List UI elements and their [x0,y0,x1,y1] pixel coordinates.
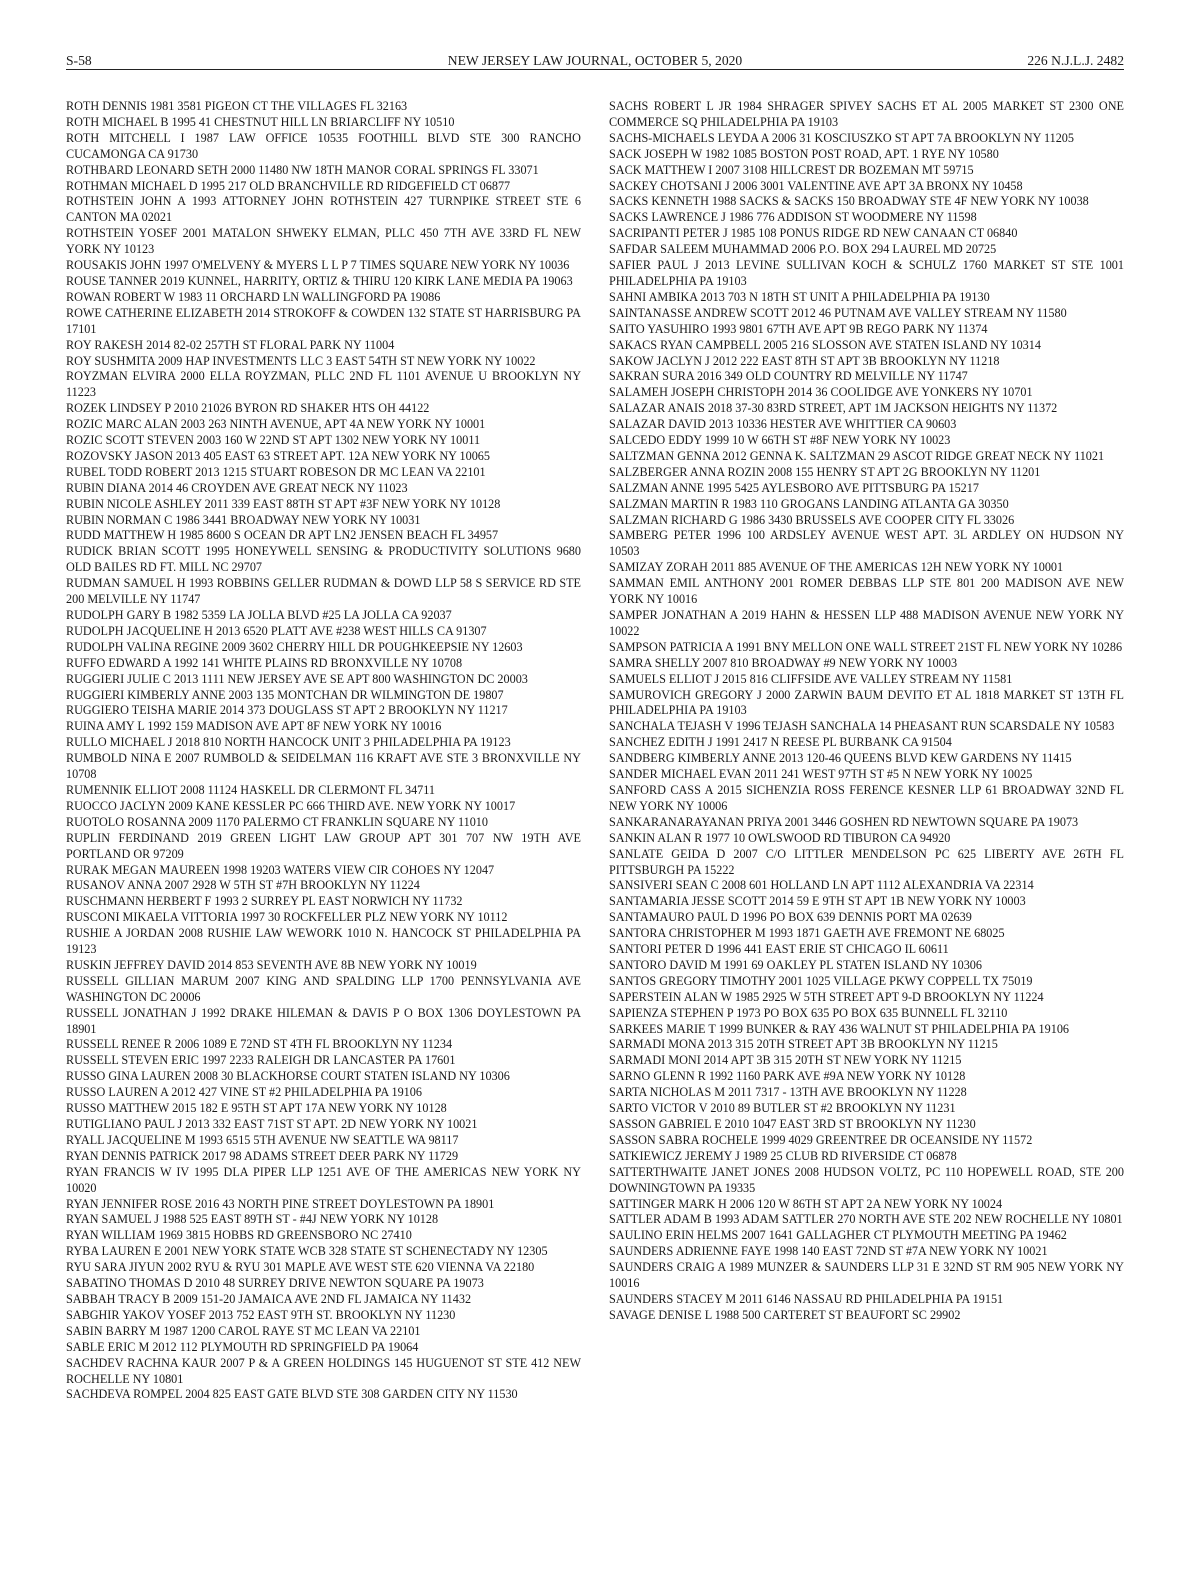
attorney-listing: SAPERSTEIN ALAN W 1985 2925 W 5TH STREET APT 9-D BROOKLYN NY 11224 [609,989,1044,1004]
attorney-listing: SANTOS GREGORY TIMOTHY 2001 1025 VILLAGE PKWY COPPELL TX 75019 [609,973,1033,988]
attorney-listing: SAHNI AMBIKA 2013 703 N 18TH ST UNIT A PHILADELPHIA PA 19130 [609,289,990,304]
attorney-listing: SANSIVERI SEAN C 2008 601 HOLLAND LN APT 1112 ALEXANDRIA VA 22314 [609,878,1034,893]
attorney-listing: RUSSELL GILLIAN MARUM 2007 KING AND SPALDING LLP 1700 PENNSYLVANIA AVE WASHINGTON DC 20006 [66,973,581,1004]
attorney-listing: ROTHBARD LEONARD SETH 2000 11480 NW 18TH MANOR CORAL SPRINGS FL 33071 [66,162,539,177]
attorney-listing: SANTORI PETER D 1996 441 EAST ERIE ST CHICAGO IL 60611 [609,942,949,957]
attorney-listing: SAFDAR SALEEM MUHAMMAD 2006 P.O. BOX 294 LAUREL MD 20725 [609,242,997,257]
attorney-listing: RULLO MICHAEL J 2018 810 NORTH HANCOCK UNIT 3 PHILADELPHIA PA 19123 [66,735,511,750]
attorney-listing: ROTH DENNIS 1981 3581 PIGEON CT THE VILLAGES FL 32163 [66,99,408,113]
attorney-listing: RUMBOLD NINA E 2007 RUMBOLD & SEIDELMAN 116 KRAFT AVE STE 3 BRONXVILLE NY 10708 [66,751,581,782]
attorney-listing: RYU SARA JIYUN 2002 RYU & RYU 301 MAPLE AVE WEST STE 620 VIENNA VA 22180 [66,1260,535,1275]
attorney-listing: SATKIEWICZ JEREMY J 1989 25 CLUB RD RIVERSIDE CT 06878 [609,1148,957,1163]
attorney-listing: SALZBERGER ANNA ROZIN 2008 155 HENRY ST APT 2G BROOKLYN NY 11201 [609,464,1041,479]
attorney-listing: ROWE CATHERINE ELIZABETH 2014 STROKOFF & COWDEN 132 STATE ST HARRISBURG PA 17101 [66,305,581,336]
attorney-listing: RYAN JENNIFER ROSE 2016 43 NORTH PINE STREET DOYLESTOWN PA 18901 [66,1196,495,1211]
attorney-listing: SARTO VICTOR V 2010 89 BUTLER ST #2 BROOKLYN NY 11231 [609,1101,956,1116]
attorney-listing: SAMRA SHELLY 2007 810 BROADWAY #9 NEW YORK NY 10003 [609,655,958,670]
attorney-listing: RUGGIERI KIMBERLY ANNE 2003 135 MONTCHAN DR WILMINGTON DE 19807 [66,687,504,702]
attorney-listing: ROUSAKIS JOHN 1997 O'MELVENY & MYERS L L P 7 TIMES SQUARE NEW YORK NY 10036 [66,258,570,273]
attorney-listing: ROYZMAN ELVIRA 2000 ELLA ROYZMAN, PLLC 2ND FL 1101 AVENUE U BROOKLYN NY 11223 [66,369,581,400]
attorney-listing: SALAMEH JOSEPH CHRISTOPH 2014 36 COOLIDGE AVE YONKERS NY 10701 [609,385,1033,400]
attorney-listing: SALZMAN MARTIN R 1983 110 GROGANS LANDING ATLANTA GA 30350 [609,496,1009,511]
attorney-listing: SASSON SABRA ROCHELE 1999 4029 GREENTREE DR OCEANSIDE NY 11572 [609,1132,1033,1147]
attorney-listing: SAMUROVICH GREGORY J 2000 ZARWIN BAUM DEVITO ET AL 1818 MARKET ST 13TH FL PHILADELPHIA PA 19103 [609,687,1124,718]
attorney-listing: ROZEK LINDSEY P 2010 21026 BYRON RD SHAKER HTS OH 44122 [66,401,430,416]
attorney-listing: RUSSO MATTHEW 2015 182 E 95TH ST APT 17A NEW YORK NY 10128 [66,1101,447,1116]
attorney-listing: SAUNDERS ADRIENNE FAYE 1998 140 EAST 72ND ST #7A NEW YORK NY 10021 [609,1244,1048,1259]
attorney-listing: SATTERTHWAITE JANET JONES 2008 HUDSON VOLTZ, PC 110 HOPEWELL ROAD, STE 200 DOWNINGTOWN PA 19335 [609,1164,1124,1195]
attorney-listing: SANTORA CHRISTOPHER M 1993 1871 GAETH AVE FREMONT NE 68025 [609,926,1005,941]
attorney-listing: ROY RAKESH 2014 82-02 257TH ST FLORAL PARK NY 11004 [66,337,395,352]
attorney-listing: ROZIC SCOTT STEVEN 2003 160 W 22ND ST APT 1302 NEW YORK NY 10011 [66,433,481,448]
attorney-listing: RUBIN DIANA 2014 46 CROYDEN AVE GREAT NECK NY 11023 [66,480,408,495]
attorney-listing: RYAN SAMUEL J 1988 525 EAST 89TH ST - #4J NEW YORK NY 10128 [66,1212,439,1227]
attorney-listing: SABGHIR YAKOV YOSEF 2013 752 EAST 9TH ST. BROOKLYN NY 11230 [66,1307,456,1322]
attorney-listing: SALCEDO EDDY 1999 10 W 66TH ST #8F NEW YORK NY 10023 [609,433,951,448]
attorney-listing: SALTZMAN GENNA 2012 GENNA K. SALTZMAN 29 ASCOT RIDGE GREAT NECK NY 11021 [609,448,1105,463]
attorney-listing: SANKIN ALAN R 1977 10 OWLSWOOD RD TIBURON CA 94920 [609,830,951,845]
attorney-listing: RUSCHMANN HERBERT F 1993 2 SURREY PL EAST NORWICH NY 11732 [66,894,463,909]
attorney-listing: SARMADI MONA 2013 315 20TH STREET APT 3B BROOKLYN NY 11215 [609,1037,998,1052]
attorney-listing: SACRIPANTI PETER J 1985 108 PONUS RIDGE RD NEW CANAAN CT 06840 [609,226,1018,241]
attorney-listing: SANKARANARAYANAN PRIYA 2001 3446 GOSHEN RD NEWTOWN SQUARE PA 19073 [609,814,1079,829]
attorney-listing: SABLE ERIC M 2012 112 PLYMOUTH RD SPRINGFIELD PA 19064 [66,1339,419,1354]
attorney-listing: SACKS LAWRENCE J 1986 776 ADDISON ST WOODMERE NY 11598 [609,210,977,225]
attorney-listing: SAUNDERS STACEY M 2011 6146 NASSAU RD PHILADELPHIA PA 19151 [609,1291,1004,1306]
attorney-listing: SABATINO THOMAS D 2010 48 SURREY DRIVE NEWTON SQUARE PA 19073 [66,1276,484,1291]
attorney-listing: SACKEY CHOTSANI J 2006 3001 VALENTINE AVE APT 3A BRONX NY 10458 [609,178,1023,193]
attorney-listing: SANFORD CASS A 2015 SICHENZIA ROSS FERENCE KESNER LLP 61 BROADWAY 32ND FL NEW YORK NY 10006 [609,782,1124,813]
attorney-listing: RUSSO GINA LAUREN 2008 30 BLACKHORSE COURT STATEN ISLAND NY 10306 [66,1069,510,1084]
attorney-listing: RYBA LAUREN E 2001 NEW YORK STATE WCB 328 STATE ST SCHENECTADY NY 12305 [66,1244,548,1259]
attorney-listing: SARNO GLENN R 1992 1160 PARK AVE #9A NEW YORK NY 10128 [609,1069,966,1084]
attorney-listing: SACK JOSEPH W 1982 1085 BOSTON POST ROAD, APT. 1 RYE NY 10580 [609,146,999,161]
attorney-listing: RUOTOLO ROSANNA 2009 1170 PALERMO CT FRANKLIN SQUARE NY 11010 [66,814,488,829]
journal-citation: 226 N.J.L.J. 2482 [1027,53,1124,68]
attorney-listing: SALZMAN ANNE 1995 5425 AYLESBORO AVE PITTSBURG PA 15217 [609,480,979,495]
attorney-listing: RUSSELL RENEE R 2006 1089 E 72ND ST 4TH FL BROOKLYN NY 11234 [66,1037,453,1052]
attorney-listing: SANTAMARIA JESSE SCOTT 2014 59 E 9TH ST APT 1B NEW YORK NY 10003 [609,894,1026,909]
attorney-listing: SACHS-MICHAELS LEYDA A 2006 31 KOSCIUSZKO ST APT 7A BROOKLYN NY 11205 [609,130,1074,145]
attorney-listing: ROTH MITCHELL I 1987 LAW OFFICE 10535 FOOTHILL BLVD STE 300 RANCHO CUCAMONGA CA 91730 [66,130,581,161]
attorney-listing: SAKACS RYAN CAMPBELL 2005 216 SLOSSON AVE STATEN ISLAND NY 10314 [609,337,1041,352]
attorney-listing: RUGGIERO TEISHA MARIE 2014 373 DOUGLASS ST APT 2 BROOKLYN NY 11217 [66,703,508,718]
attorney-listing: RUSSELL STEVEN ERIC 1997 2233 RALEIGH DR LANCASTER PA 17601 [66,1053,456,1068]
attorney-listing: SAMBERG PETER 1996 100 ARDSLEY AVENUE WEST APT. 3L ARDLEY ON HUDSON NY 10503 [609,528,1124,559]
attorney-listing: SAMPSON PATRICIA A 1991 BNY MELLON ONE WALL STREET 21ST FL NEW YORK NY 10286 [609,639,1123,654]
attorney-listing: RUOCCO JACLYN 2009 KANE KESSLER PC 666 THIRD AVE. NEW YORK NY 10017 [66,798,516,813]
attorney-listing: RURAK MEGAN MAUREEN 1998 19203 WATERS VIEW CIR COHOES NY 12047 [66,862,495,877]
attorney-listing: ROTHMAN MICHAEL D 1995 217 OLD BRANCHVILLE RD RIDGEFIELD CT 06877 [66,178,511,193]
attorney-listing: SAKOW JACLYN J 2012 222 EAST 8TH ST APT 3B BROOKLYN NY 11218 [609,353,1000,368]
attorney-listing: SATTLER ADAM B 1993 ADAM SATTLER 270 NORTH AVE STE 202 NEW ROCHELLE NY 10801 [609,1212,1123,1227]
attorney-listing: RUSCONI MIKAELA VITTORIA 1997 30 ROCKFELLER PLZ NEW YORK NY 10112 [66,910,508,925]
attorney-listing: SANTAMAURO PAUL D 1996 PO BOX 639 DENNIS PORT MA 02639 [609,910,972,925]
page-number: S-58 [66,53,92,68]
attorney-listing: SANLATE GEIDA D 2007 C/O LITTLER MENDELSON PC 625 LIBERTY AVE 26TH FL PITTSBURGH PA 15222 [609,846,1124,877]
attorney-listing: RUMENNIK ELLIOT 2008 11124 HASKELL DR CLERMONT FL 34711 [66,782,435,797]
attorney-listing: ROWAN ROBERT W 1983 11 ORCHARD LN WALLINGFORD PA 19086 [66,289,441,304]
attorney-listing: SAUNDERS CRAIG A 1989 MUNZER & SAUNDERS LLP 31 E 32ND ST RM 905 NEW YORK NY 10016 [609,1260,1124,1291]
attorney-listing: ROUSE TANNER 2019 KUNNEL, HARRITY, ORTIZ & THIRU 120 KIRK LANE MEDIA PA 19063 [66,273,573,288]
attorney-listing: SARTA NICHOLAS M 2011 7317 - 13TH AVE BROOKLYN NY 11228 [609,1085,967,1100]
attorney-listing: RUBEL TODD ROBERT 2013 1215 STUART ROBESON DR MC LEAN VA 22101 [66,464,486,479]
attorney-listing: RUSANOV ANNA 2007 2928 W 5TH ST #7H BROOKLYN NY 11224 [66,878,420,893]
attorney-listing: SAMMAN EMIL ANTHONY 2001 ROMER DEBBAS LLP STE 801 200 MADISON AVE NEW YORK NY 10016 [609,576,1124,607]
attorney-listing: RUGGIERI JULIE C 2013 1111 NEW JERSEY AVE SE APT 800 WASHINGTON DC 20003 [66,671,528,686]
attorney-listing: SABIN BARRY M 1987 1200 CAROL RAYE ST MC LEAN VA 22101 [66,1323,421,1338]
attorney-listing: SAKRAN SURA 2016 349 OLD COUNTRY RD MELVILLE NY 11747 [609,369,968,384]
attorney-listing: RYAN FRANCIS W IV 1995 DLA PIPER LLP 1251 AVE OF THE AMERICAS NEW YORK NY 10020 [66,1164,581,1195]
attorney-listing: RUSSO LAUREN A 2012 427 VINE ST #2 PHILADELPHIA PA 19106 [66,1085,422,1100]
attorney-listing: SAMUELS ELLIOT J 2015 816 CLIFFSIDE AVE VALLEY STREAM NY 11581 [609,671,1013,686]
attorney-listing: RUDICK BRIAN SCOTT 1995 HONEYWELL SENSING & PRODUCTIVITY SOLUTIONS 9680 OLD BAILES RD FT. MILL NC 29707 [66,544,581,575]
attorney-listing: RYAN WILLIAM 1969 3815 HOBBS RD GREENSBORO NC 27410 [66,1228,412,1243]
attorney-listing: ROTHSTEIN JOHN A 1993 ATTORNEY JOHN ROTHSTEIN 427 TURNPIKE STREET STE 6 CANTON MA 02021 [66,194,581,225]
running-header [66,52,1124,70]
attorney-listing: SAVAGE DENISE L 1988 500 CARTERET ST BEAUFORT SC 29902 [609,1307,961,1322]
attorney-listing: RUBIN NORMAN C 1986 3441 BROADWAY NEW YORK NY 10031 [66,512,421,527]
attorney-listing: SALAZAR DAVID 2013 10336 HESTER AVE WHITTIER CA 90603 [609,417,957,432]
attorney-listing: ROTHSTEIN YOSEF 2001 MATALON SHWEKY ELMAN, PLLC 450 7TH AVE 33RD FL NEW YORK NY 10123 [66,226,581,257]
attorney-listing: SANCHEZ EDITH J 1991 2417 N REESE PL BURBANK CA 91504 [609,735,952,750]
attorney-listing: RUFFO EDWARD A 1992 141 WHITE PLAINS RD BRONXVILLE NY 10708 [66,655,463,670]
attorney-listing: RUBIN NICOLE ASHLEY 2011 339 EAST 88TH ST APT #3F NEW YORK NY 10128 [66,496,501,511]
attorney-listing: RUDOLPH VALINA REGINE 2009 3602 CHERRY HILL DR POUGHKEEPSIE NY 12603 [66,639,523,654]
journal-title: NEW JERSEY LAW JOURNAL, OCTOBER 5, 2020 [447,53,743,68]
attorney-listing: SASSON GABRIEL E 2010 1047 EAST 3RD ST BROOKLYN NY 11230 [609,1117,976,1131]
attorney-listing: SANTORO DAVID M 1991 69 OAKLEY PL STATEN ISLAND NY 10306 [609,957,982,972]
attorney-listing: SAULINO ERIN HELMS 2007 1641 GALLAGHER CT PLYMOUTH MEETING PA 19462 [609,1228,1067,1243]
left-column [66,99,581,1403]
attorney-listing: SACK MATTHEW I 2007 3108 HILLCREST DR BOZEMAN MT 59715 [609,162,974,177]
attorney-listing: ROZIC MARC ALAN 2003 263 NINTH AVENUE, APT 4A NEW YORK NY 10001 [66,417,486,432]
attorney-listing: RUDMAN SAMUEL H 1993 ROBBINS GELLER RUDMAN & DOWD LLP 58 S SERVICE RD STE 200 MELVILLE NY 11747 [66,576,581,607]
attorney-listing: SACHDEV RACHNA KAUR 2007 P & A GREEN HOLDINGS 145 HUGUENOT ST STE 412 NEW ROCHELLE NY 10801 [66,1355,581,1386]
attorney-listing: SABBAH TRACY B 2009 151-20 JAMAICA AVE 2ND FL JAMAICA NY 11432 [66,1291,472,1306]
attorney-listing: SARKEES MARIE T 1999 BUNKER & RAY 436 WALNUT ST PHILADELPHIA PA 19106 [609,1021,1070,1036]
attorney-listing: RUPLIN FERDINAND 2019 GREEN LIGHT LAW GROUP APT 301 707 NW 19TH AVE PORTLAND OR 97209 [66,830,581,861]
attorney-listing: SALAZAR ANAIS 2018 37-30 83RD STREET, APT 1M JACKSON HEIGHTS NY 11372 [609,401,1058,416]
attorney-listing: RUSSELL JONATHAN J 1992 DRAKE HILEMAN & DAVIS P O BOX 1306 DOYLESTOWN PA 18901 [66,1005,581,1036]
attorney-listing: SAMIZAY ZORAH 2011 885 AVENUE OF THE AMERICAS 12H NEW YORK NY 10001 [609,560,1064,575]
attorney-listing: SANDER MICHAEL EVAN 2011 241 WEST 97TH ST #5 N NEW YORK NY 10025 [609,767,1033,782]
attorney-listing: SATTINGER MARK H 2006 120 W 86TH ST APT 2A NEW YORK NY 10024 [609,1196,1003,1211]
attorney-listing: SAPIENZA STEPHEN P 1973 PO BOX 635 PO BOX 635 BUNNELL FL 32110 [609,1005,1008,1020]
attorney-listing: RUDOLPH GARY B 1982 5359 LA JOLLA BLVD #25 LA JOLLA CA 92037 [66,608,452,622]
attorney-listing: SACKS KENNETH 1988 SACKS & SACKS 150 BROADWAY STE 4F NEW YORK NY 10038 [609,194,1089,209]
attorney-listing: ROY SUSHMITA 2009 HAP INVESTMENTS LLC 3 EAST 54TH ST NEW YORK NY 10022 [66,353,536,368]
attorney-listing: ROTH MICHAEL B 1995 41 CHESTNUT HILL LN BRIARCLIFF NY 10510 [66,114,455,129]
attorney-listing: RUTIGLIANO PAUL J 2013 332 EAST 71ST ST APT. 2D NEW YORK NY 10021 [66,1117,478,1131]
attorney-listing: SAFIER PAUL J 2013 LEVINE SULLIVAN KOCH & SCHULZ 1760 MARKET ST STE 1001 PHILADELPHIA PA 19103 [609,258,1124,288]
attorney-listing: SAITO YASUHIRO 1993 9801 67TH AVE APT 9B REGO PARK NY 11374 [609,321,988,336]
attorney-listing: RYALL JACQUELINE M 1993 6515 5TH AVENUE NW SEATTLE WA 98117 [66,1132,459,1147]
attorney-listing: RUSKIN JEFFREY DAVID 2014 853 SEVENTH AVE 8B NEW YORK NY 10019 [66,957,477,972]
attorney-listing: RUINA AMY L 1992 159 MADISON AVE APT 8F NEW YORK NY 10016 [66,719,442,734]
header-rule [66,69,1124,70]
attorney-listing: RUSHIE A JORDAN 2008 RUSHIE LAW WEWORK 1010 N. HANCOCK ST PHILADELPHIA PA 19123 [66,926,581,957]
attorney-listing: SARMADI MONI 2014 APT 3B 315 20TH ST NEW YORK NY 11215 [609,1053,962,1068]
attorney-listing: SANDBERG KIMBERLY ANNE 2013 120-46 QUEENS BLVD KEW GARDENS NY 11415 [609,751,1072,766]
attorney-listing: SANCHALA TEJASH V 1996 TEJASH SANCHALA 14 PHEASANT RUN SCARSDALE NY 10583 [609,719,1115,734]
attorney-listing: SAMPER JONATHAN A 2019 HAHN & HESSEN LLP 488 MADISON AVENUE NEW YORK NY 10022 [609,608,1124,638]
right-column [609,99,1124,1324]
attorney-listing: SALZMAN RICHARD G 1986 3430 BRUSSELS AVE COOPER CITY FL 33026 [609,512,1015,527]
attorney-listing: ROZOVSKY JASON 2013 405 EAST 63 STREET APT. 12A NEW YORK NY 10065 [66,448,490,463]
attorney-listing: RYAN DENNIS PATRICK 2017 98 ADAMS STREET DEER PARK NY 11729 [66,1148,459,1163]
attorney-listing: SAINTANASSE ANDREW SCOTT 2012 46 PUTNAM AVE VALLEY STREAM NY 11580 [609,305,1067,320]
attorney-listing: RUDOLPH JACQUELINE H 2013 6520 PLATT AVE #238 WEST HILLS CA 91307 [66,623,487,638]
attorney-listing: RUDD MATTHEW H 1985 8600 S OCEAN DR APT LN2 JENSEN BEACH FL 34957 [66,528,499,543]
attorney-listing: SACHS ROBERT L JR 1984 SHRAGER SPIVEY SACHS ET AL 2005 MARKET ST 2300 ONE COMMERCE SQ PHILADELPHIA PA 19103 [609,99,1124,129]
attorney-listing: SACHDEVA ROMPEL 2004 825 EAST GATE BLVD STE 308 GARDEN CITY NY 11530 [66,1387,518,1402]
